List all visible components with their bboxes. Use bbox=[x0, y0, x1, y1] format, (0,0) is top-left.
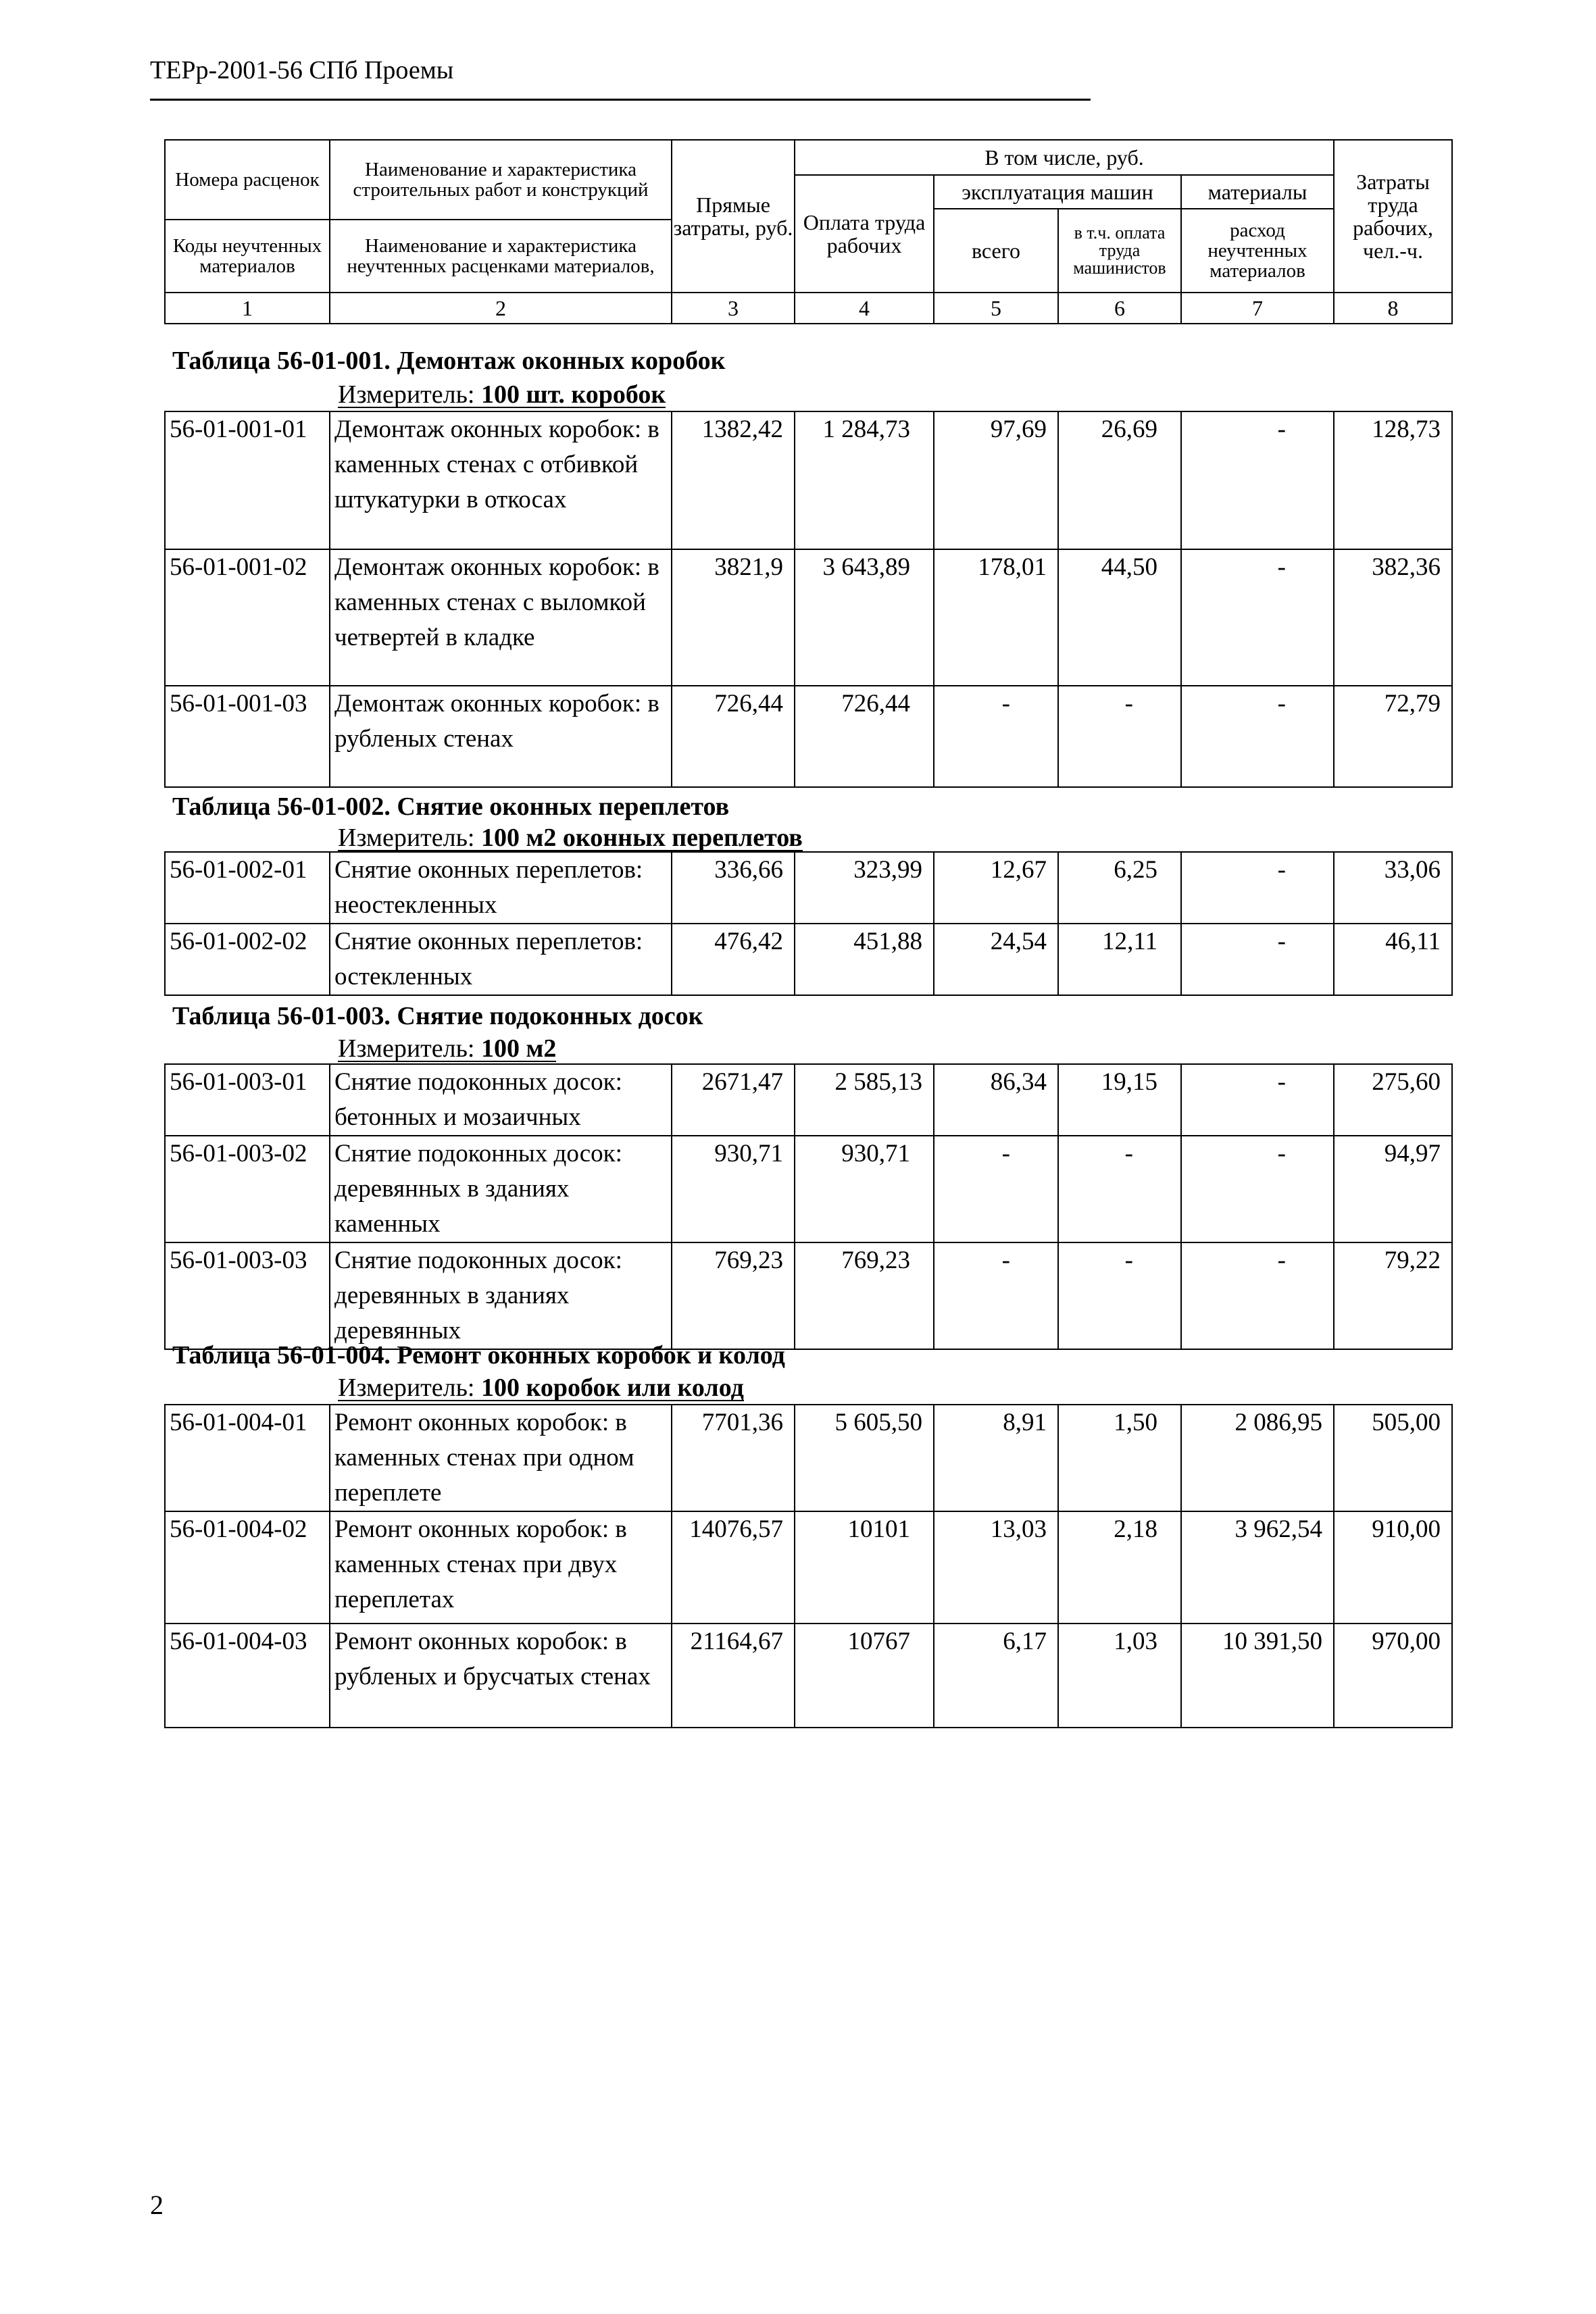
materials-cost: 2 086,95 bbox=[1181, 1405, 1334, 1511]
table-row bbox=[165, 852, 1452, 924]
column-number: 6 bbox=[1058, 293, 1181, 324]
materials-cost: - bbox=[1181, 924, 1334, 995]
labor-hours: 33,06 bbox=[1334, 852, 1452, 924]
labor-hours: 382,36 bbox=[1334, 549, 1452, 686]
rate-name: Снятие подоконных досок: бетонных и мозаичных bbox=[330, 1064, 672, 1136]
machine-labor: - bbox=[1058, 686, 1181, 787]
direct-cost: 2671,47 bbox=[672, 1064, 795, 1136]
rates-table bbox=[164, 1404, 1453, 1728]
column-number: 3 bbox=[672, 293, 795, 324]
direct-cost: 930,71 bbox=[672, 1136, 795, 1242]
rate-code: 56-01-003-01 bbox=[165, 1064, 330, 1136]
column-number: 7 bbox=[1181, 293, 1334, 324]
measure-label: Измеритель: bbox=[338, 824, 475, 852]
labor-cost: 3 643,89 bbox=[795, 549, 934, 686]
table-row bbox=[165, 1511, 1452, 1624]
header-group: В том числе, руб. bbox=[795, 140, 1334, 175]
labor-cost: 5 605,50 bbox=[795, 1405, 934, 1511]
rate-code: 56-01-001-02 bbox=[165, 549, 330, 686]
materials-cost: - bbox=[1181, 411, 1334, 549]
table-row bbox=[165, 924, 1452, 995]
rates-table bbox=[164, 1063, 1453, 1350]
rate-code: 56-01-004-03 bbox=[165, 1624, 330, 1728]
rate-name: Демонтаж оконных коробок: в рубленых стенах bbox=[330, 686, 672, 787]
direct-cost: 769,23 bbox=[672, 1242, 795, 1349]
rates-table bbox=[164, 411, 1453, 788]
measure-value: 100 м2 оконных переплетов bbox=[481, 824, 803, 852]
rate-code: 56-01-003-02 bbox=[165, 1136, 330, 1242]
header-rule bbox=[150, 99, 1091, 101]
page-header: ТЕРр-2001-56 СПб Проемы bbox=[150, 56, 454, 84]
labor-hours: 910,00 bbox=[1334, 1511, 1452, 1624]
table-row bbox=[165, 1624, 1452, 1728]
machine-total: - bbox=[934, 1242, 1058, 1349]
labor-hours: 128,73 bbox=[1334, 411, 1452, 549]
labor-hours: 72,79 bbox=[1334, 686, 1452, 787]
machine-labor: 1,50 bbox=[1058, 1405, 1181, 1511]
measure-label: Измеритель: bbox=[338, 1034, 475, 1063]
materials-cost: - bbox=[1181, 549, 1334, 686]
materials-cost: - bbox=[1181, 1136, 1334, 1242]
labor-hours: 275,60 bbox=[1334, 1064, 1452, 1136]
machine-labor: 26,69 bbox=[1058, 411, 1181, 549]
page-number: 2 bbox=[150, 2190, 164, 2220]
labor-cost: 10101 bbox=[795, 1511, 934, 1624]
labor-hours: 94,97 bbox=[1334, 1136, 1452, 1242]
column-number: 1 bbox=[165, 293, 330, 324]
table-row bbox=[165, 1405, 1452, 1511]
table-row bbox=[165, 1242, 1452, 1349]
rate-code: 56-01-002-01 bbox=[165, 852, 330, 924]
column-header-table bbox=[164, 139, 1453, 324]
machine-total: 12,67 bbox=[934, 852, 1058, 924]
labor-cost: 769,23 bbox=[795, 1242, 934, 1349]
direct-cost: 336,66 bbox=[672, 852, 795, 924]
machine-total: 86,34 bbox=[934, 1064, 1058, 1136]
header-col2-top: Наименование и характеристика строительных работ и конструкций bbox=[330, 140, 672, 220]
labor-cost: 451,88 bbox=[795, 924, 934, 995]
direct-cost: 7701,36 bbox=[672, 1405, 795, 1511]
direct-cost: 1382,42 bbox=[672, 411, 795, 549]
measure-value: 100 коробок или колод bbox=[481, 1374, 744, 1402]
measure-value: 100 м2 bbox=[481, 1034, 557, 1063]
direct-cost: 21164,67 bbox=[672, 1624, 795, 1728]
materials-cost: - bbox=[1181, 1064, 1334, 1136]
table-row bbox=[165, 1064, 1452, 1136]
machine-total: 8,91 bbox=[934, 1405, 1058, 1511]
rate-name: Демонтаж оконных коробок: в каменных стенах с выломкой четвертей в кладке bbox=[330, 549, 672, 686]
materials-cost: 10 391,50 bbox=[1181, 1624, 1334, 1728]
rate-code: 56-01-003-03 bbox=[165, 1242, 330, 1349]
measure-value: 100 шт. коробок bbox=[481, 380, 666, 409]
labor-hours: 79,22 bbox=[1334, 1242, 1452, 1349]
rate-name: Ремонт оконных коробок: в рубленых и брусчатых стенах bbox=[330, 1624, 672, 1728]
labor-hours: 505,00 bbox=[1334, 1405, 1452, 1511]
machine-labor: 12,11 bbox=[1058, 924, 1181, 995]
measure-label: Измеритель: bbox=[338, 380, 475, 409]
labor-cost: 10767 bbox=[795, 1624, 934, 1728]
header-col4: Оплата труда рабочих bbox=[795, 175, 934, 293]
rate-code: 56-01-004-02 bbox=[165, 1511, 330, 1624]
rate-code: 56-01-002-02 bbox=[165, 924, 330, 995]
header-col5: всего bbox=[934, 209, 1058, 293]
section-measure bbox=[338, 1373, 744, 1403]
section-title: Таблица 56-01-004. Ремонт оконных коробок и колод bbox=[172, 1341, 785, 1369]
machine-labor: - bbox=[1058, 1242, 1181, 1349]
direct-cost: 726,44 bbox=[672, 686, 795, 787]
direct-cost: 476,42 bbox=[672, 924, 795, 995]
rate-name: Снятие оконных переплетов: остекленных bbox=[330, 924, 672, 995]
column-number: 4 bbox=[795, 293, 934, 324]
header-col7: расход неучтенных материалов bbox=[1181, 209, 1334, 293]
header-col2-bottom: Наименование и характеристика неучтенных расценками материалов, bbox=[330, 220, 672, 293]
rates-table bbox=[164, 851, 1453, 996]
machine-total: 178,01 bbox=[934, 549, 1058, 686]
header-col3: Прямые затраты, руб. bbox=[672, 140, 795, 293]
labor-cost: 930,71 bbox=[795, 1136, 934, 1242]
rate-name: Снятие подоконных досок: деревянных в зданиях каменных bbox=[330, 1136, 672, 1242]
labor-cost: 1 284,73 bbox=[795, 411, 934, 549]
labor-cost: 726,44 bbox=[795, 686, 934, 787]
machine-total: - bbox=[934, 1136, 1058, 1242]
rate-code: 56-01-004-01 bbox=[165, 1405, 330, 1511]
rate-code: 56-01-001-01 bbox=[165, 411, 330, 549]
labor-hours: 970,00 bbox=[1334, 1624, 1452, 1728]
materials-cost: - bbox=[1181, 686, 1334, 787]
header-col6: в т.ч. оплата труда машинистов bbox=[1058, 209, 1181, 293]
machine-total: 13,03 bbox=[934, 1511, 1058, 1624]
rate-name: Демонтаж оконных коробок: в каменных стенах с отбивкой штукатурки в откосах bbox=[330, 411, 672, 549]
table-row bbox=[165, 686, 1452, 787]
direct-cost: 3821,9 bbox=[672, 549, 795, 686]
rate-name: Ремонт оконных коробок: в каменных стенах при одном переплете bbox=[330, 1405, 672, 1511]
section-measure bbox=[338, 1034, 556, 1063]
machine-total: - bbox=[934, 686, 1058, 787]
table-row bbox=[165, 1136, 1452, 1242]
direct-cost: 14076,57 bbox=[672, 1511, 795, 1624]
materials-cost: 3 962,54 bbox=[1181, 1511, 1334, 1624]
rate-name: Снятие оконных переплетов: неостекленных bbox=[330, 852, 672, 924]
header-col1-bottom: Коды неучтенных материалов bbox=[165, 220, 330, 293]
column-number: 8 bbox=[1334, 293, 1452, 324]
rate-code: 56-01-001-03 bbox=[165, 686, 330, 787]
table-row bbox=[165, 411, 1452, 549]
machine-labor: - bbox=[1058, 1136, 1181, 1242]
header-col8: Затраты труда рабочих, чел.-ч. bbox=[1334, 140, 1452, 293]
materials-cost: - bbox=[1181, 1242, 1334, 1349]
header-machines: эксплуатация машин bbox=[934, 175, 1181, 209]
section-measure bbox=[338, 380, 666, 409]
section-title: Таблица 56-01-003. Снятие подоконных досок bbox=[172, 1002, 703, 1030]
column-number: 2 bbox=[330, 293, 672, 324]
machine-labor: 2,18 bbox=[1058, 1511, 1181, 1624]
machine-labor: 44,50 bbox=[1058, 549, 1181, 686]
labor-cost: 323,99 bbox=[795, 852, 934, 924]
column-number: 5 bbox=[934, 293, 1058, 324]
machine-total: 24,54 bbox=[934, 924, 1058, 995]
machine-total: 6,17 bbox=[934, 1624, 1058, 1728]
machine-labor: 1,03 bbox=[1058, 1624, 1181, 1728]
measure-label: Измеритель: bbox=[338, 1374, 475, 1402]
table-row bbox=[165, 549, 1452, 686]
labor-hours: 46,11 bbox=[1334, 924, 1452, 995]
rate-name: Ремонт оконных коробок: в каменных стенах при двух переплетах bbox=[330, 1511, 672, 1624]
rate-name: Снятие подоконных досок: деревянных в зданиях деревянных bbox=[330, 1242, 672, 1349]
machine-total: 97,69 bbox=[934, 411, 1058, 549]
machine-labor: 19,15 bbox=[1058, 1064, 1181, 1136]
machine-labor: 6,25 bbox=[1058, 852, 1181, 924]
header-col1-top: Номера расценок bbox=[165, 140, 330, 220]
materials-cost: - bbox=[1181, 852, 1334, 924]
section-title: Таблица 56-01-002. Снятие оконных переплетов bbox=[172, 793, 730, 821]
labor-cost: 2 585,13 bbox=[795, 1064, 934, 1136]
section-title: Таблица 56-01-001. Демонтаж оконных коробок bbox=[172, 347, 726, 375]
section-measure bbox=[338, 823, 803, 853]
header-materials: материалы bbox=[1181, 175, 1334, 209]
